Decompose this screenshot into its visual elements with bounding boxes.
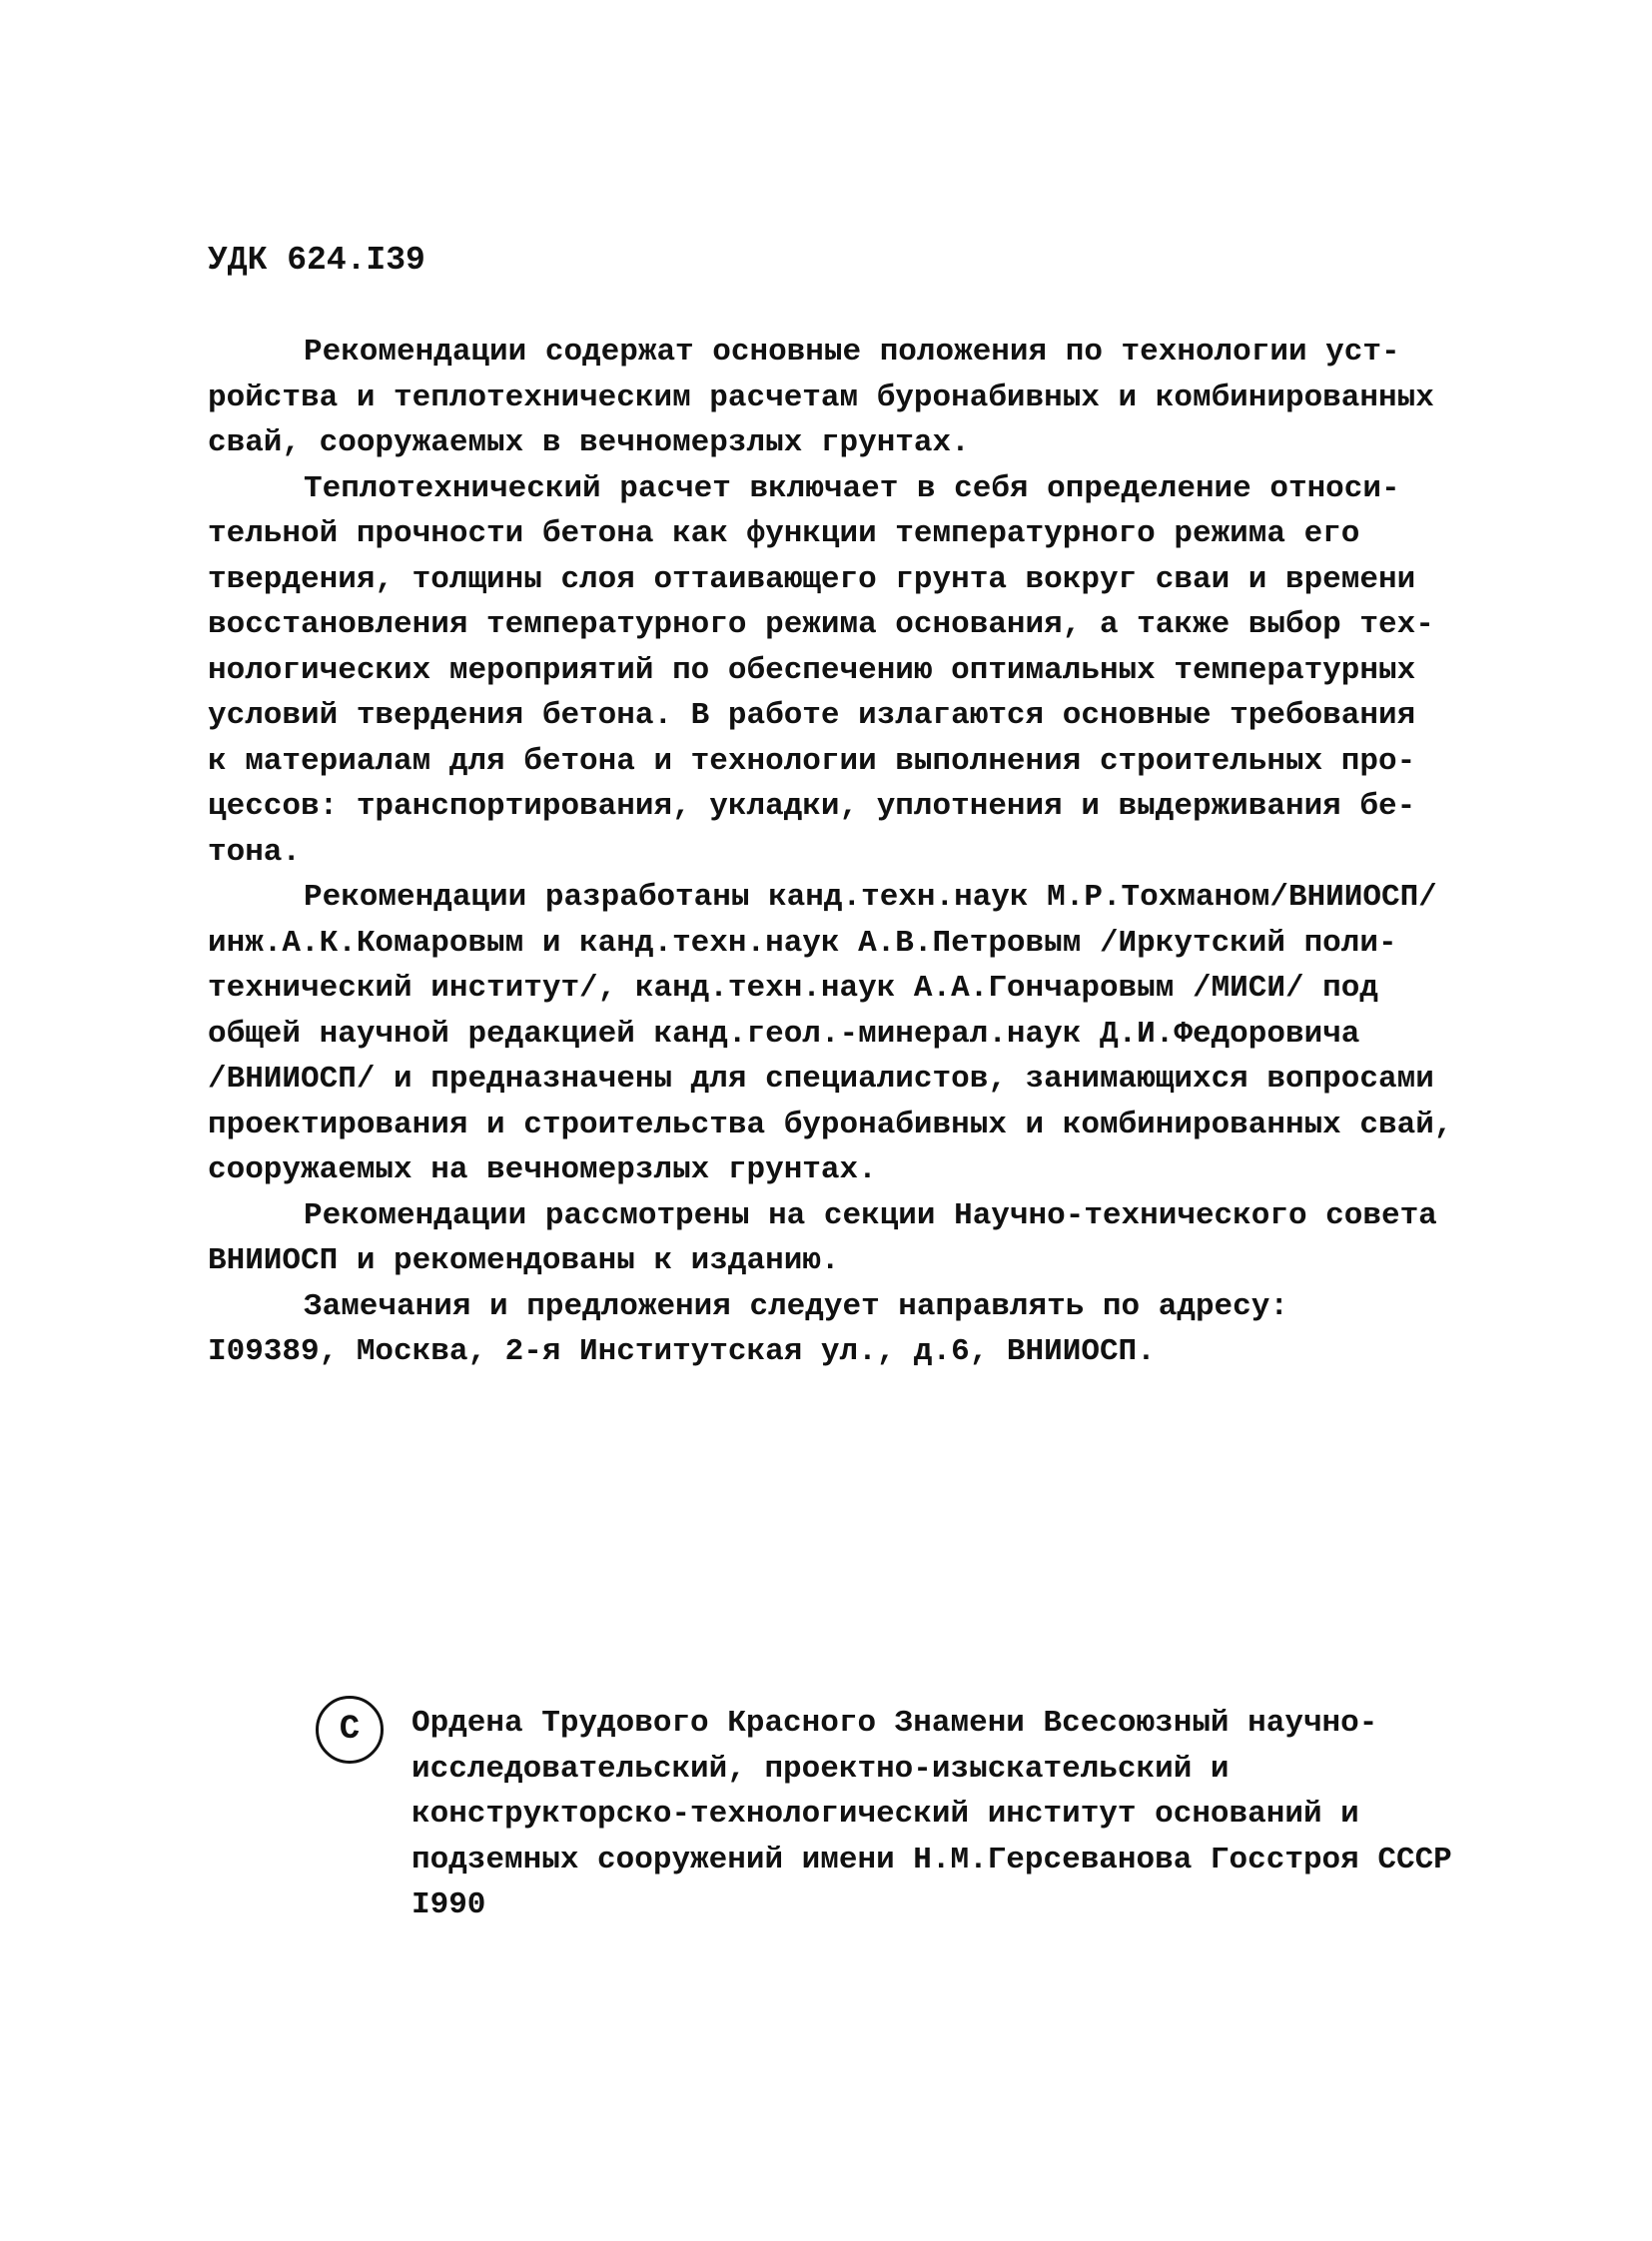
text-line: Рекомендации разработаны канд.техн.наук М.Р.Тохманом/ВНИИОСП/: [304, 880, 1437, 915]
text-line: твердения, толщины слоя оттаивающего грунта вокруг сваи и времени: [208, 561, 1416, 597]
annotation-text: [208, 330, 1456, 1375]
text-line: I09389, Москва, 2-я Институтская ул., д.6, ВНИИОСП.: [208, 1334, 1156, 1369]
text-line: технический институт/, канд.техн.наук А.А.Гончаровым /МИСИ/ под: [208, 971, 1378, 1006]
text-line: восстановления температурного режима основания, а также выбор тех-: [208, 607, 1434, 642]
text-line: ройства и теплотехническим расчетам буронабивных и комбинированных: [208, 379, 1434, 415]
text-line: тельной прочности бетона как функции температурного режима его: [208, 516, 1360, 551]
text-line: Рекомендации рассмотрены на секции Научно-технического совета: [304, 1197, 1437, 1233]
text-line: тона.: [208, 834, 302, 870]
text-line: цессов: транспортирования, укладки, уплотнения и выдерживания бе-: [208, 789, 1416, 824]
text-line: условий твердения бетона. В работе излагаются основные требования: [208, 698, 1416, 733]
copyright-line: подземных сооружений имени Н.М.Герсеванова Госстроя СССР: [412, 1842, 1452, 1877]
copyright-icon: [316, 1696, 384, 1764]
copyright-year: I990: [412, 1887, 486, 1922]
text-line: инж.А.К.Комаровым и канд.техн.наук А.В.Петровым /Иркутский поли-: [208, 925, 1397, 961]
text-line: Теплотехнический расчет включает в себя определение относи-: [304, 470, 1400, 506]
text-line: свай, сооружаемых в вечномерзлых грунтах.: [208, 425, 970, 460]
copyright-notice: [412, 1700, 1560, 1927]
text-line: Рекомендации содержат основные положения по технологии уст-: [304, 335, 1400, 370]
copyright-line: конструкторско-технологический институт оснований и: [412, 1797, 1359, 1832]
text-line: нологических мероприятий по обеспечению оптимальных температурных: [208, 652, 1416, 688]
text-line: ВНИИОСП и рекомендованы к изданию.: [208, 1243, 840, 1278]
udk-code: УДК 624.I39: [208, 242, 425, 279]
text-line: проектирования и строительства буронабивных и комбинированных свай,: [208, 1107, 1453, 1142]
text-line: /ВНИИОСП/ и предназначены для специалистов, занимающихся вопросами: [208, 1062, 1434, 1097]
copyright-symbol: С: [339, 1711, 361, 1749]
text-line: сооружаемых на вечномерзлых грунтах.: [208, 1152, 877, 1187]
copyright-line: Ордена Трудового Красного Знамени Всесоюзный научно-: [412, 1706, 1378, 1741]
copyright-line: исследовательский, проектно-изыскательский и: [412, 1751, 1230, 1787]
text-line: к материалам для бетона и технологии выполнения строительных про-: [208, 743, 1416, 779]
text-line: Замечания и предложения следует направлять по адресу:: [304, 1288, 1288, 1324]
text-line: общей научной редакцией канд.геол.-минерал.наук Д.И.Федоровича: [208, 1016, 1360, 1052]
